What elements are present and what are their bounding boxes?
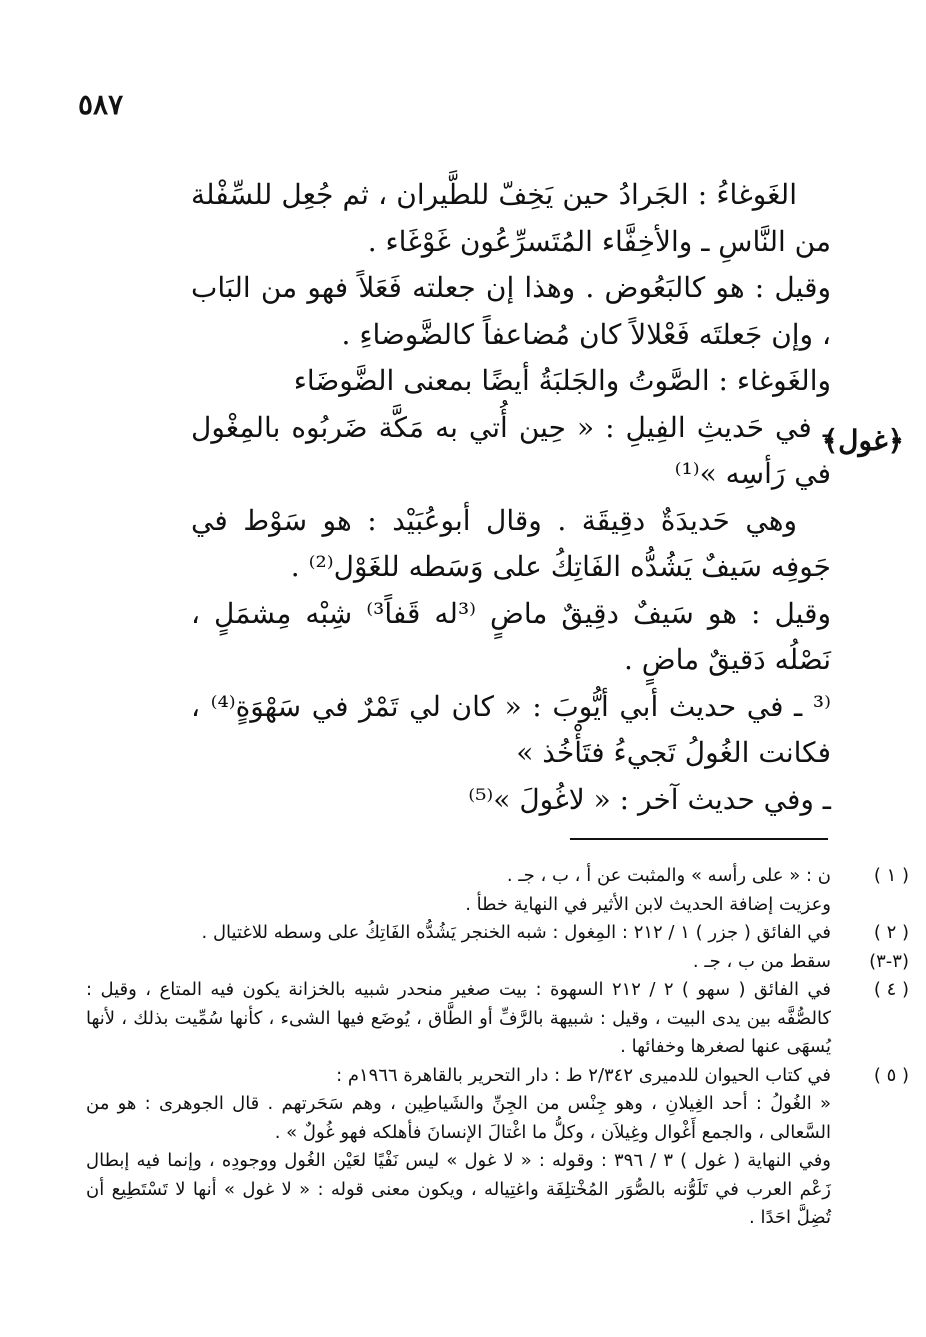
footnote-line: في الفائق ( جزر ) ١ / ٢١٢ : المِغول : شبه الخنجر يَشُدُّه الفَاتِكُ على وسطه للاغتيال . xyxy=(201,922,831,943)
footnote-number: ( ١ ) xyxy=(873,865,909,886)
footnote-line: في الفائق ( سهو ) ٢ / ٢١٢ السهوة : بيت صغير منحدر شبيه بالخزانة يكون فيه المتاع ، وقيل : كالصُّفَّه بين يدى البيت ، وقيل : شبيهة بالرَّفِّ أو الطَّاق ، يُوضَع فيها الشىء ، كأنها سُمِّيت بذلك ، لأنها يُسهَى عنها لصغرها وخفائها . xyxy=(86,979,831,1057)
footnote-line: « الغُولُ : أحد الغِيلانِ ، وهو جِنْس من الجِنِّ والشَياطِين ، وهم سَحَرتهم . قال الجوهرى : هو من السَّعالى ، والجمع أَغْوال وغِيلاَن ، وكلُّ ما اغْتالَ الإنسانَ فأهلكه فهو غُولٌ » . xyxy=(86,1093,831,1143)
footnote-4 xyxy=(86,976,909,1062)
paragraph-hadith-fil: ـ في حَديثِ الفِيلِ : « حِين أُتي به مَكَّة ضَربُوه بالمِغْول في رَأسِه »⁽¹⁾ xyxy=(191,410,831,490)
paragraph-abi-ayyub: ⁽³ ـ في حديث أبي أيُّوبَ : « كان لي تَمْرٌ في سَهْوَةٍ⁽⁴⁾ ، فكانت الغُولُ تَجيءُ فتَأْخُذ » xyxy=(191,689,831,769)
footnote-number: ( ٢ ) xyxy=(873,922,909,943)
paragraph-sawt: والغَوغاء : الصَّوتُ والجَلبَةُ أيضًا بمعنى الضَّوضَاء xyxy=(293,364,831,397)
footnote-line: في كتاب الحيوان للدميرى ٢/٣٤٢ ط : دار التحرير بالقاهرة ١٩٦٦م : xyxy=(336,1064,831,1086)
paragraph-ghawgha: الغَوغاءُ : الجَرادُ حين يَخِفّ للطَّيران ، ثم جُعِل للسِّفْلة من النَّاسِ ـ والأخِفَّاء المُتَسرِّعُون غَوْغَاء . xyxy=(191,178,831,258)
paragraph-hadida: وهي حَديدَةٌ دقِيقَة . وقال أبوعُبَيْد : هو سَوْط في جَوفِه سَيفٌ يَشُدُّه الفَاتِكُ على وَسَطه للغَوْل⁽²⁾ . xyxy=(191,503,831,583)
footnotes xyxy=(86,862,909,1233)
footnote-1 xyxy=(86,862,909,919)
paragraph-qil-baud: وقيل : هو كالبَعُوض . وهذا إن جعلته فَعَلاً فهو من البَاب ، وإن جَعلتَه فَعْلالاً كان مُضاعفاً كالضَّوضاءِ . xyxy=(191,271,831,351)
footnote-line: وفي النهاية ( غول ) ٣ / ٣٩٦ : وقوله : « لا غول » ليس نَفْيًا لعَيْن الغُول ووجودِه ، وإنما فيه إبطال زَعْم العرب في تَلَوُّنه بالصُّوَر المُخْتلِفَة واغتِياله ، ويكون معنى قوله : « لا غول » أنها لا تَسْتَطِيع أن تُضِلَّ احَدًا . xyxy=(86,1150,831,1228)
footnote-number: ( ٥ ) xyxy=(873,1064,909,1086)
footnote-separator xyxy=(570,838,828,840)
footnote-2 xyxy=(86,919,909,948)
paragraph-qil-sayf: وقيل : هو سَيفٌ دقِيقٌ ماضٍ ⁽³له قَفاً³⁾ شِبْه مِشمَلٍ ، نَصْلُه دَقيقٌ ماضٍ . xyxy=(191,596,831,676)
footnote-line: سقط من ب ، جـ . xyxy=(692,950,831,972)
paragraph-la-ghul: ـ وفي حديث آخر : « لاغُولَ »⁽⁵⁾ xyxy=(468,782,831,816)
footnote-3 xyxy=(86,948,909,977)
margin-keyword: ﴿غول﴾ xyxy=(821,424,904,457)
footnote-5 xyxy=(86,1062,909,1233)
page-number: ٥٨٧ xyxy=(78,88,124,121)
footnote-number: ( ٤ ) xyxy=(873,979,909,1000)
footnote-line: ن : « على رأسه » والمثبت عن أ ، ب ، جـ . xyxy=(506,865,831,886)
main-text xyxy=(191,172,831,823)
footnote-number: (٣-٣) xyxy=(869,950,909,972)
footnote-line: وعزيت إضافة الحديث لابن الأثير في النهاية خطأ . xyxy=(465,893,831,915)
